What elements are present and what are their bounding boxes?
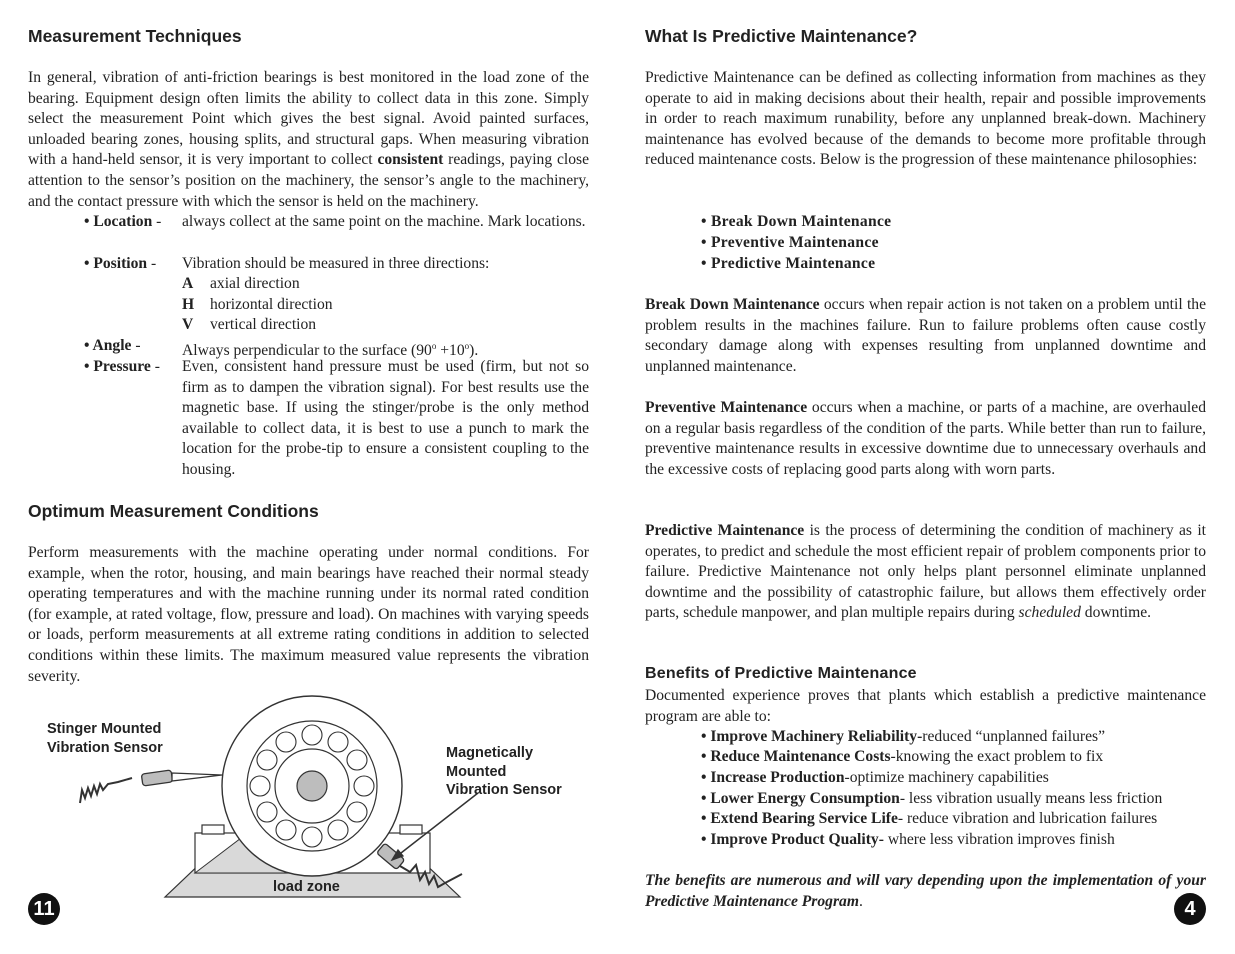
closing-statement: The benefits are numerous and will vary depending upon the implementation of your Predictive Maintenance Program. (645, 872, 1206, 910)
direction-horizontal: H horizontal direction (182, 296, 333, 313)
bullet-location: • Location - always collect at the same point on the machine. Mark locations. (84, 213, 586, 230)
benefit-item: • Lower Energy Consumption- less vibration usually means less friction (701, 790, 1163, 807)
benefit-item: • Extend Bearing Service Life- reduce vibration and lubrication failures (701, 810, 1158, 827)
page-number-left: 11 (28, 893, 60, 925)
pdm-intro-paragraph: Predictive Maintenance can be defined as collecting information from machines as they operate to aid in making decisions about their health, repair and possible improvements in order to reach maximum runability, before any unplanned break-down. Machinery maintenance has evolved because of the demands to become more profitable through reduced maintenance costs. Below is the progression of these maintenance philosophies: (645, 69, 1206, 169)
benefit-item: • Increase Production-optimize machinery capabilities (701, 769, 1049, 786)
conditions-paragraph: Perform measurements with the machine operating under normal conditions. For example, when the rotor, housing, and main bearings have reached their normal steady operating temperatures and with the machine running under its normal rated condition (for example, at rated voltage, flow, pressure and load). On machines with varying speeds or loads, perform measurements at all extreme rating conditions in addition to selected conditions within these limits. The maximum measured value represents the vibration severity. (28, 544, 589, 685)
direction-axial: A axial direction (182, 275, 300, 292)
heading-optimum-conditions: Optimum Measurement Conditions (28, 501, 319, 521)
bolt-right (400, 825, 422, 834)
predictive-paragraph: Predictive Maintenance is the process of determining the condition of machinery as it operates, to predict and schedule the most efficient repair of problem components prior to failure. Predictive Maintenance not only helps plant personnel eliminate unplanned downtime and the possibility of catastrophic failure, but allows them effectively order parts, schedule manpower, and plan multiple repairs during scheduled downtime. (645, 522, 1206, 622)
direction-vertical: V vertical direction (182, 316, 317, 333)
philosophy-preventive: • Preventive Maintenance (701, 234, 879, 251)
label-stinger-sensor: Stinger Mounted Vibration Sensor (47, 721, 163, 756)
page-number-right: 4 (1174, 893, 1206, 925)
bullet-position: • Position - Vibration should be measured in three directions: (84, 255, 490, 272)
heading-what-is-pdm: What Is Predictive Maintenance? (645, 26, 918, 46)
bolt-left (202, 825, 224, 834)
stinger-sensor (80, 770, 222, 803)
breakdown-paragraph: Break Down Maintenance occurs when repair action is not taken on a problem until the problem results in the machines failure. Run to failure problems often cause costly secondary damage along with expenses resulting from unplanned downtime and unplanned maintenance. (645, 296, 1206, 375)
bullet-pressure: • Pressure - Even, consistent hand pressure must be used (firm, but not so firm as to dampen the vibration signal). For best results use the magnetic base. If using the stinger/probe is the only method available to collect data, it is best to use a punch to mark the location for the probe-tip to ensure a consistent coupling to the housing. (84, 358, 589, 478)
shaft (297, 771, 327, 801)
benefit-item: • Improve Machinery Reliability-reduced “unplanned failures” (701, 728, 1105, 745)
label-load-zone: load zone (273, 879, 340, 895)
heading-benefits: Benefits of Predictive Maintenance (645, 665, 917, 682)
measurement-intro-paragraph: In general, vibration of anti-friction bearings is best monitored in the load zone of the bearing. Equipment design often limits the ability to collect data in this zone. Simply select the measurement Point which gives the best signal. Avoid painted surfaces, unloaded bearing zones, housing splits, and structural gaps. When measuring vibration with a hand-held sensor, it is very important to collect consistent readings, paying close attention to the sensor’s position on the machinery, the sensor’s angle to the machinery, and the contact pressure with which the sensor is held on the machinery. (28, 69, 589, 210)
philosophy-breakdown: • Break Down Maintenance (701, 213, 892, 230)
benefits-intro: Documented experience proves that plants which establish a predictive maintenance program are able to: (645, 687, 1206, 725)
preventive-paragraph: Preventive Maintenance occurs when a machine, or parts of a machine, are overhauled on a regular basis regardless of the condition of the parts. While better than run to failure, preventive maintenance results in excessive downtime due to unnecessary overhauls and the excessive costs of replacing good parts along with worn parts. (645, 399, 1206, 478)
philosophy-predictive: • Predictive Maintenance (701, 255, 876, 272)
bullet-angle: • Angle - Always perpendicular to the surface $(90^o +10^o)$. (84, 337, 479, 360)
benefit-item: • Reduce Maintenance Costs-knowing the exact problem to fix (701, 748, 1104, 765)
heading-measurement-techniques: Measurement Techniques (28, 26, 242, 46)
label-magnetic-sensor: Magnetically Mounted Vibration Sensor (446, 745, 562, 798)
benefit-item: • Improve Product Quality- where less vibration improves finish (701, 831, 1115, 848)
